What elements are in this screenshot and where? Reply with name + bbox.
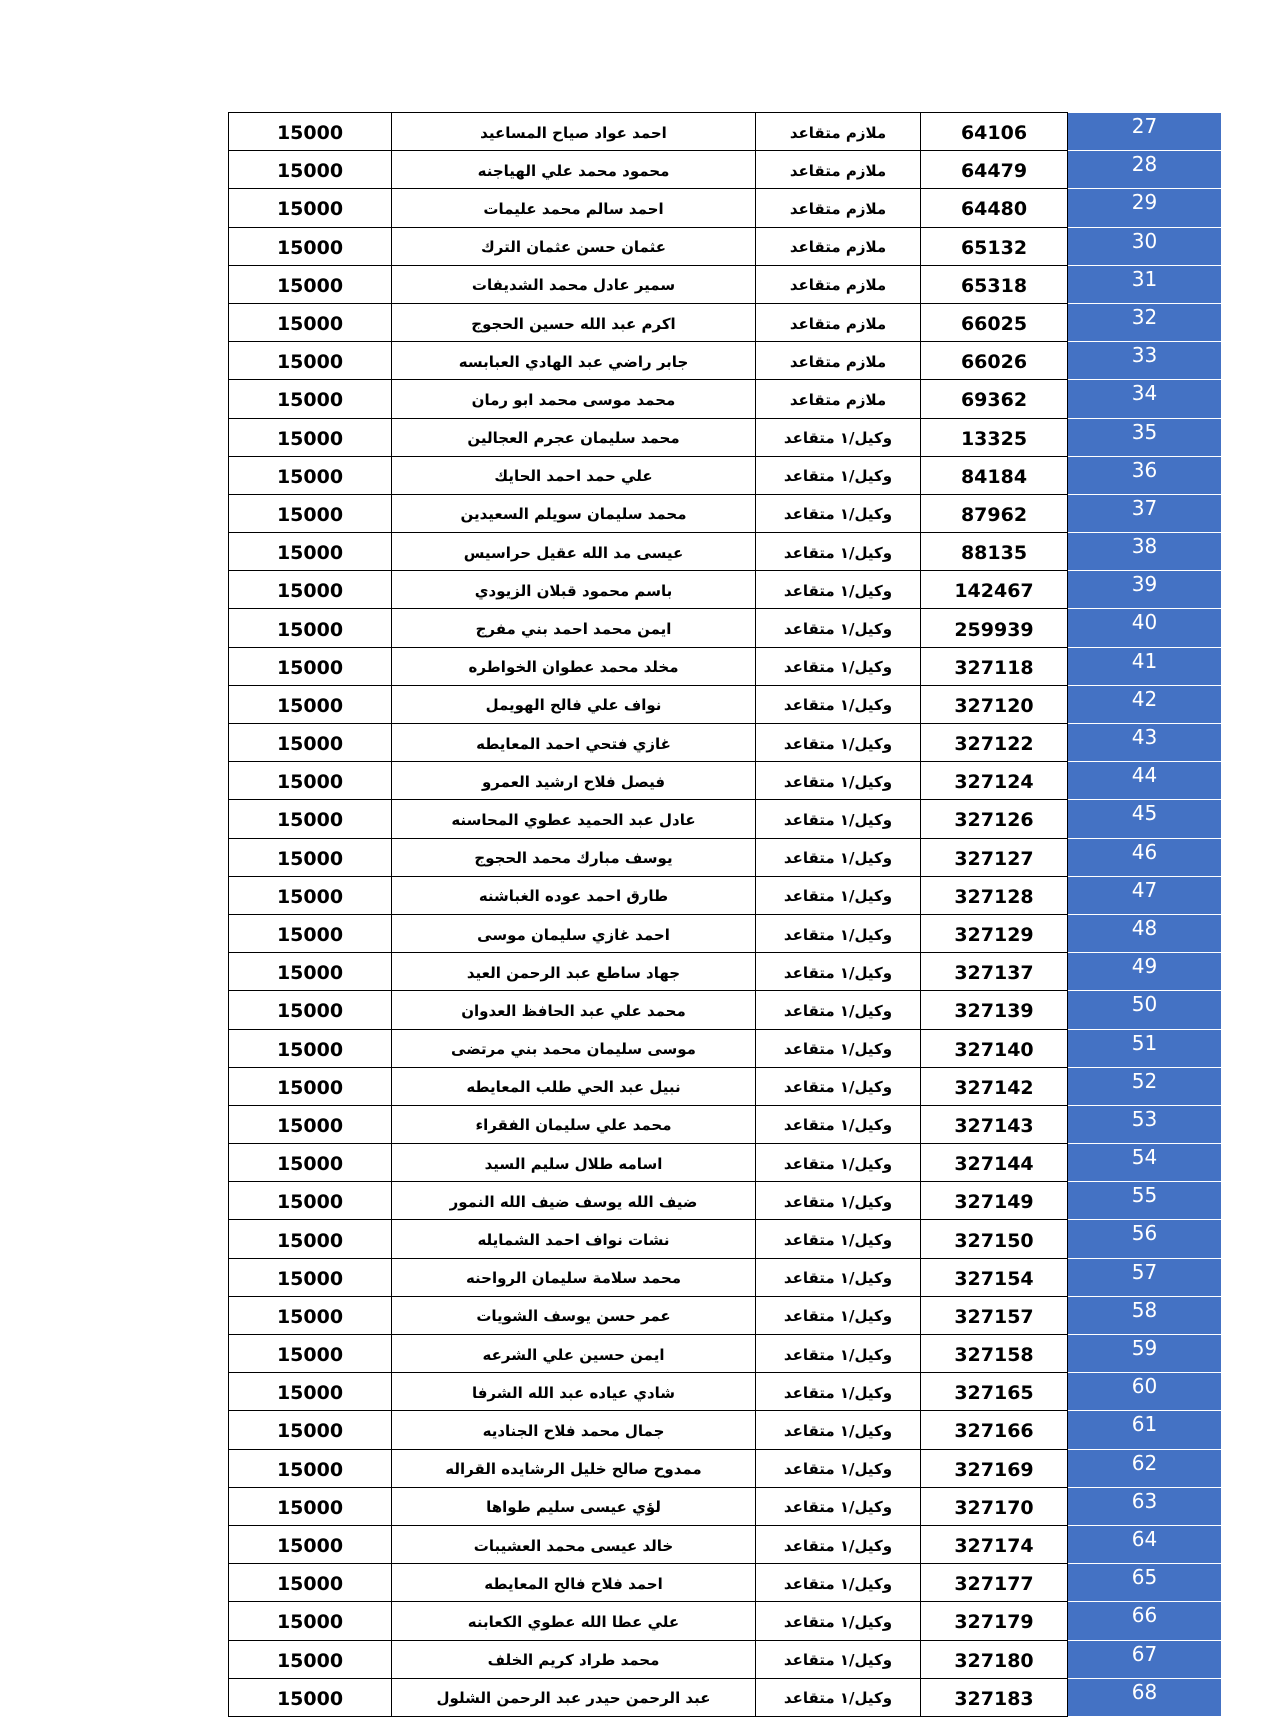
table-row: [229, 571, 1222, 609]
name-cell: محمد موسى محمد ابو رمان: [392, 380, 756, 418]
rank-cell: ملازم متقاعد: [756, 380, 921, 418]
amount-cell: 15000: [229, 418, 392, 456]
table-row: [229, 1335, 1222, 1373]
table-row: [229, 609, 1222, 647]
sequence-number-cell: 68: [1068, 1678, 1222, 1716]
name-cell: سمير عادل محمد الشديفات: [392, 265, 756, 303]
amount-cell: 15000: [229, 494, 392, 532]
rank-cell: وكيل/١ متقاعد: [756, 494, 921, 532]
table-row: [229, 1220, 1222, 1258]
name-cell: جابر راضي عبد الهادي العبابسه: [392, 342, 756, 380]
military-number-cell: 327180: [921, 1640, 1068, 1678]
amount-cell: 15000: [229, 533, 392, 571]
table-row: [229, 914, 1222, 952]
military-number-cell: 327124: [921, 762, 1068, 800]
name-cell: لؤي عيسى سليم طواها: [392, 1487, 756, 1525]
military-number-cell: 65132: [921, 227, 1068, 265]
rank-cell: ملازم متقاعد: [756, 303, 921, 341]
rank-cell: وكيل/١ متقاعد: [756, 1105, 921, 1143]
rank-cell: وكيل/١ متقاعد: [756, 571, 921, 609]
amount-cell: 15000: [229, 1449, 392, 1487]
amount-cell: 15000: [229, 227, 392, 265]
rank-cell: وكيل/١ متقاعد: [756, 1144, 921, 1182]
sequence-number-cell: 53: [1068, 1105, 1222, 1143]
name-cell: علي حمد احمد الحايك: [392, 456, 756, 494]
sequence-number-cell: 58: [1068, 1296, 1222, 1334]
name-cell: احمد غازي سليمان موسى: [392, 914, 756, 952]
amount-cell: 15000: [229, 1067, 392, 1105]
sequence-number-cell: 51: [1068, 1029, 1222, 1067]
amount-cell: 15000: [229, 762, 392, 800]
rank-cell: ملازم متقاعد: [756, 151, 921, 189]
sequence-number-cell: 27: [1068, 113, 1222, 151]
name-cell: ضيف الله يوسف ضيف الله النمور: [392, 1182, 756, 1220]
rank-cell: وكيل/١ متقاعد: [756, 418, 921, 456]
sequence-number-cell: 30: [1068, 227, 1222, 265]
military-number-cell: 142467: [921, 571, 1068, 609]
name-cell: جمال محمد فلاح الجناديه: [392, 1411, 756, 1449]
military-number-cell: 327170: [921, 1487, 1068, 1525]
sequence-number-cell: 49: [1068, 953, 1222, 991]
table-row: [229, 1029, 1222, 1067]
rank-cell: وكيل/١ متقاعد: [756, 838, 921, 876]
sequence-number-cell: 36: [1068, 456, 1222, 494]
table-row: [229, 1564, 1222, 1602]
sequence-number-cell: 59: [1068, 1335, 1222, 1373]
rank-cell: وكيل/١ متقاعد: [756, 1525, 921, 1563]
rank-cell: وكيل/١ متقاعد: [756, 914, 921, 952]
military-number-cell: 66025: [921, 303, 1068, 341]
table-row: [229, 647, 1222, 685]
sequence-number-cell: 66: [1068, 1602, 1222, 1640]
name-cell: محمود محمد علي الهياجنه: [392, 151, 756, 189]
sequence-number-cell: 55: [1068, 1182, 1222, 1220]
rank-cell: وكيل/١ متقاعد: [756, 1373, 921, 1411]
amount-cell: 15000: [229, 265, 392, 303]
military-number-cell: 64106: [921, 113, 1068, 151]
name-cell: موسى سليمان محمد بني مرتضى: [392, 1029, 756, 1067]
table-row: [229, 1182, 1222, 1220]
rank-cell: وكيل/١ متقاعد: [756, 609, 921, 647]
military-number-cell: 327157: [921, 1296, 1068, 1334]
sequence-number-cell: 38: [1068, 533, 1222, 571]
rank-cell: وكيل/١ متقاعد: [756, 1640, 921, 1678]
name-cell: عيسى مد الله عقيل حراسيس: [392, 533, 756, 571]
military-number-cell: 66026: [921, 342, 1068, 380]
sequence-number-cell: 28: [1068, 151, 1222, 189]
name-cell: علي عطا الله عطوي الكعابنه: [392, 1602, 756, 1640]
name-cell: غازي فتحي احمد المعايطه: [392, 724, 756, 762]
name-cell: ايمن حسين علي الشرعه: [392, 1335, 756, 1373]
sequence-number-cell: 35: [1068, 418, 1222, 456]
military-number-cell: 88135: [921, 533, 1068, 571]
table-row: [229, 685, 1222, 723]
sequence-number-cell: 29: [1068, 189, 1222, 227]
name-cell: نبيل عبد الحي طلب المعايطه: [392, 1067, 756, 1105]
table-row: [229, 838, 1222, 876]
name-cell: طارق احمد عوده الغباشنه: [392, 876, 756, 914]
table-row: [229, 227, 1222, 265]
amount-cell: 15000: [229, 380, 392, 418]
rank-cell: وكيل/١ متقاعد: [756, 1029, 921, 1067]
name-cell: عثمان حسن عثمان الترك: [392, 227, 756, 265]
amount-cell: 15000: [229, 724, 392, 762]
sequence-number-cell: 42: [1068, 685, 1222, 723]
sequence-number-cell: 63: [1068, 1487, 1222, 1525]
rank-cell: ملازم متقاعد: [756, 342, 921, 380]
sequence-number-cell: 33: [1068, 342, 1222, 380]
amount-cell: 15000: [229, 1564, 392, 1602]
table-row: [229, 380, 1222, 418]
amount-cell: 15000: [229, 1029, 392, 1067]
military-number-cell: 327137: [921, 953, 1068, 991]
sequence-number-cell: 57: [1068, 1258, 1222, 1296]
name-cell: محمد علي عبد الحافظ العدوان: [392, 991, 756, 1029]
rank-cell: ملازم متقاعد: [756, 227, 921, 265]
rank-cell: وكيل/١ متقاعد: [756, 724, 921, 762]
rank-cell: ملازم متقاعد: [756, 189, 921, 227]
sequence-number-cell: 34: [1068, 380, 1222, 418]
table-row: [229, 151, 1222, 189]
sequence-number-cell: 47: [1068, 876, 1222, 914]
table-row: [229, 1105, 1222, 1143]
military-number-cell: 327144: [921, 1144, 1068, 1182]
rank-cell: وكيل/١ متقاعد: [756, 1678, 921, 1716]
name-cell: محمد طراد كريم الخلف: [392, 1640, 756, 1678]
name-cell: محمد سليمان سويلم السعيدين: [392, 494, 756, 532]
table-row: [229, 1602, 1222, 1640]
military-number-cell: 327128: [921, 876, 1068, 914]
amount-cell: 15000: [229, 914, 392, 952]
sequence-number-cell: 50: [1068, 991, 1222, 1029]
military-number-cell: 327165: [921, 1373, 1068, 1411]
sequence-number-cell: 37: [1068, 494, 1222, 532]
table-row: [229, 1067, 1222, 1105]
amount-cell: 15000: [229, 1182, 392, 1220]
table-row: [229, 189, 1222, 227]
table-row: [229, 303, 1222, 341]
military-number-cell: 69362: [921, 380, 1068, 418]
sequence-number-cell: 64: [1068, 1525, 1222, 1563]
amount-cell: 15000: [229, 571, 392, 609]
rank-cell: وكيل/١ متقاعد: [756, 1335, 921, 1373]
sequence-number-cell: 56: [1068, 1220, 1222, 1258]
rank-cell: وكيل/١ متقاعد: [756, 456, 921, 494]
name-cell: اسامه طلال سليم السيد: [392, 1144, 756, 1182]
name-cell: باسم محمود قبلان الزيودي: [392, 571, 756, 609]
rank-cell: وكيل/١ متقاعد: [756, 1182, 921, 1220]
sequence-number-cell: 43: [1068, 724, 1222, 762]
amount-cell: 15000: [229, 838, 392, 876]
military-number-cell: 327143: [921, 1105, 1068, 1143]
sequence-number-cell: 31: [1068, 265, 1222, 303]
name-cell: محمد سليمان عجرم العجالين: [392, 418, 756, 456]
table-row: [229, 1373, 1222, 1411]
sequence-number-cell: 46: [1068, 838, 1222, 876]
amount-cell: 15000: [229, 1258, 392, 1296]
sequence-number-cell: 61: [1068, 1411, 1222, 1449]
amount-cell: 15000: [229, 1296, 392, 1334]
rank-cell: وكيل/١ متقاعد: [756, 1258, 921, 1296]
amount-cell: 15000: [229, 1678, 392, 1716]
military-number-cell: 327122: [921, 724, 1068, 762]
military-number-cell: 327166: [921, 1411, 1068, 1449]
military-number-cell: 87962: [921, 494, 1068, 532]
table-row: [229, 456, 1222, 494]
rank-cell: ملازم متقاعد: [756, 113, 921, 151]
name-cell: نواف علي فالح الهويمل: [392, 685, 756, 723]
name-cell: ممدوح صالح خليل الرشايده القراله: [392, 1449, 756, 1487]
amount-cell: 15000: [229, 685, 392, 723]
sequence-number-cell: 65: [1068, 1564, 1222, 1602]
sequence-number-cell: 52: [1068, 1067, 1222, 1105]
military-number-cell: 327140: [921, 1029, 1068, 1067]
rank-cell: وكيل/١ متقاعد: [756, 1564, 921, 1602]
amount-cell: 15000: [229, 953, 392, 991]
table-row: [229, 1258, 1222, 1296]
military-number-cell: 327183: [921, 1678, 1068, 1716]
amount-cell: 15000: [229, 113, 392, 151]
name-cell: فيصل فلاح ارشيد العمرو: [392, 762, 756, 800]
military-number-cell: 327169: [921, 1449, 1068, 1487]
rank-cell: وكيل/١ متقاعد: [756, 953, 921, 991]
rank-cell: وكيل/١ متقاعد: [756, 685, 921, 723]
amount-cell: 15000: [229, 1144, 392, 1182]
amount-cell: 15000: [229, 456, 392, 494]
name-cell: محمد سلامة سليمان الرواحنه: [392, 1258, 756, 1296]
name-cell: ايمن محمد احمد بني مفرج: [392, 609, 756, 647]
amount-cell: 15000: [229, 1640, 392, 1678]
military-number-cell: 327174: [921, 1525, 1068, 1563]
table-row: [229, 113, 1222, 151]
amount-cell: 15000: [229, 800, 392, 838]
name-cell: خالد عيسى محمد العشيبات: [392, 1525, 756, 1563]
name-cell: محمد علي سليمان الفقراء: [392, 1105, 756, 1143]
amount-cell: 15000: [229, 1335, 392, 1373]
military-number-cell: 327139: [921, 991, 1068, 1029]
amount-cell: 15000: [229, 991, 392, 1029]
military-number-cell: 64479: [921, 151, 1068, 189]
name-cell: اكرم عبد الله حسين الحجوج: [392, 303, 756, 341]
rank-cell: وكيل/١ متقاعد: [756, 1411, 921, 1449]
amount-cell: 15000: [229, 1411, 392, 1449]
name-cell: شادي عياده عبد الله الشرفا: [392, 1373, 756, 1411]
rank-cell: وكيل/١ متقاعد: [756, 1220, 921, 1258]
table-row: [229, 1640, 1222, 1678]
sequence-number-cell: 32: [1068, 303, 1222, 341]
amount-cell: 15000: [229, 303, 392, 341]
table-row: [229, 1296, 1222, 1334]
sequence-number-cell: 40: [1068, 609, 1222, 647]
table-row: [229, 1449, 1222, 1487]
table-row: [229, 1144, 1222, 1182]
rank-cell: وكيل/١ متقاعد: [756, 876, 921, 914]
table-row: [229, 1411, 1222, 1449]
amount-cell: 15000: [229, 1105, 392, 1143]
table-row: [229, 953, 1222, 991]
name-cell: عمر حسن يوسف الشويات: [392, 1296, 756, 1334]
military-number-cell: 327126: [921, 800, 1068, 838]
military-number-cell: 327149: [921, 1182, 1068, 1220]
rank-cell: وكيل/١ متقاعد: [756, 647, 921, 685]
military-number-cell: 13325: [921, 418, 1068, 456]
amount-cell: 15000: [229, 876, 392, 914]
table-row: [229, 533, 1222, 571]
amount-cell: 15000: [229, 647, 392, 685]
name-cell: عادل عبد الحميد عطوي المحاسنه: [392, 800, 756, 838]
rank-cell: وكيل/١ متقاعد: [756, 1067, 921, 1105]
military-number-cell: 327118: [921, 647, 1068, 685]
amount-cell: 15000: [229, 151, 392, 189]
name-cell: نشات نواف احمد الشمايله: [392, 1220, 756, 1258]
sequence-number-cell: 54: [1068, 1144, 1222, 1182]
table-row: [229, 724, 1222, 762]
sequence-number-cell: 45: [1068, 800, 1222, 838]
sequence-number-cell: 39: [1068, 571, 1222, 609]
sequence-number-cell: 62: [1068, 1449, 1222, 1487]
amount-cell: 15000: [229, 1373, 392, 1411]
rank-cell: وكيل/١ متقاعد: [756, 991, 921, 1029]
name-cell: احمد فلاح فالح المعايطه: [392, 1564, 756, 1602]
table-row: [229, 1678, 1222, 1716]
military-number-cell: 327177: [921, 1564, 1068, 1602]
military-number-cell: 84184: [921, 456, 1068, 494]
sequence-number-cell: 60: [1068, 1373, 1222, 1411]
payments-table-body: [229, 113, 1222, 1717]
amount-cell: 15000: [229, 189, 392, 227]
name-cell: احمد سالم محمد عليمات: [392, 189, 756, 227]
sequence-number-cell: 67: [1068, 1640, 1222, 1678]
rank-cell: وكيل/١ متقاعد: [756, 1296, 921, 1334]
military-number-cell: 65318: [921, 265, 1068, 303]
military-number-cell: 327129: [921, 914, 1068, 952]
payments-table: [228, 112, 1222, 1717]
military-number-cell: 327154: [921, 1258, 1068, 1296]
military-number-cell: 327158: [921, 1335, 1068, 1373]
military-number-cell: 327150: [921, 1220, 1068, 1258]
table-row: [229, 800, 1222, 838]
military-number-cell: 259939: [921, 609, 1068, 647]
sequence-number-cell: 48: [1068, 914, 1222, 952]
rank-cell: وكيل/١ متقاعد: [756, 533, 921, 571]
amount-cell: 15000: [229, 1525, 392, 1563]
rank-cell: وكيل/١ متقاعد: [756, 762, 921, 800]
table-row: [229, 342, 1222, 380]
table-row: [229, 876, 1222, 914]
military-number-cell: 327127: [921, 838, 1068, 876]
military-number-cell: 64480: [921, 189, 1068, 227]
name-cell: مخلد محمد عطوان الخواطره: [392, 647, 756, 685]
amount-cell: 15000: [229, 1487, 392, 1525]
table-row: [229, 265, 1222, 303]
rank-cell: ملازم متقاعد: [756, 265, 921, 303]
sequence-number-cell: 41: [1068, 647, 1222, 685]
amount-cell: 15000: [229, 1602, 392, 1640]
amount-cell: 15000: [229, 342, 392, 380]
rank-cell: وكيل/١ متقاعد: [756, 1602, 921, 1640]
military-number-cell: 327120: [921, 685, 1068, 723]
table-row: [229, 418, 1222, 456]
table-row: [229, 1487, 1222, 1525]
table-row: [229, 1525, 1222, 1563]
sequence-number-cell: 44: [1068, 762, 1222, 800]
amount-cell: 15000: [229, 609, 392, 647]
name-cell: احمد عواد صياح المساعيد: [392, 113, 756, 151]
name-cell: جهاد ساطع عبد الرحمن العيد: [392, 953, 756, 991]
name-cell: يوسف مبارك محمد الحجوج: [392, 838, 756, 876]
name-cell: عبد الرحمن حيدر عبد الرحمن الشلول: [392, 1678, 756, 1716]
rank-cell: وكيل/١ متقاعد: [756, 800, 921, 838]
military-number-cell: 327142: [921, 1067, 1068, 1105]
amount-cell: 15000: [229, 1220, 392, 1258]
table-row: [229, 762, 1222, 800]
military-number-cell: 327179: [921, 1602, 1068, 1640]
rank-cell: وكيل/١ متقاعد: [756, 1449, 921, 1487]
table-row: [229, 991, 1222, 1029]
rank-cell: وكيل/١ متقاعد: [756, 1487, 921, 1525]
table-row: [229, 494, 1222, 532]
